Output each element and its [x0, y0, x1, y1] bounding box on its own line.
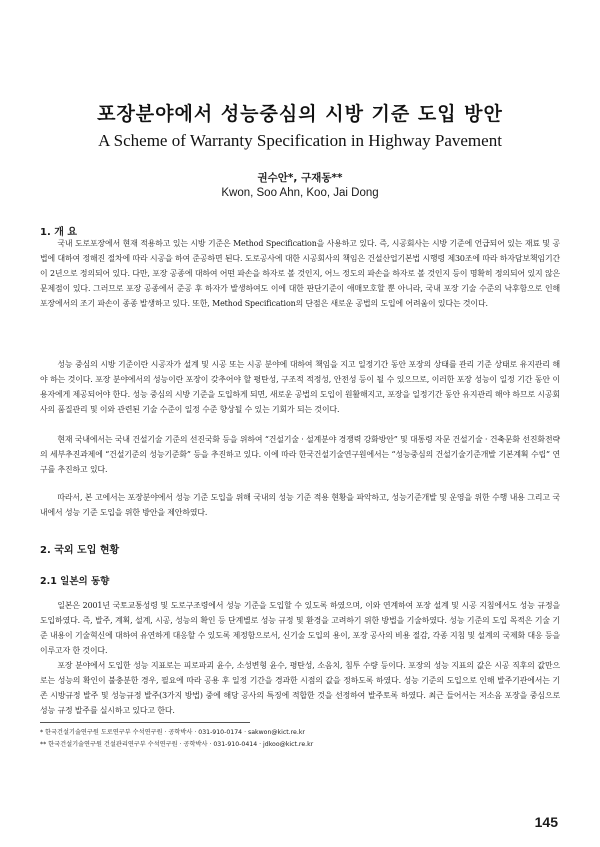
footnote-divider [40, 722, 250, 723]
title-english: A Scheme of Warranty Specification in Highway Pavement [98, 131, 502, 150]
footnote: * 한국건설기술연구원 도로연구부 수석연구원 · 공학박사 · 031-910-0174 · sakwon@kict.re.kr [40, 729, 305, 736]
page-number: 145 [534, 814, 558, 830]
paragraph: 일본은 2001년 국토교통성령 및 도로구조령에서 성능 기준을 도입할 수 있도록 하였으며, 이와 연계하여 포장 설계 및 시공 지침에서도 성능 규정을 도입하였다. 즉, 발주, 계획, 설계, 시공, 성능의 확인 등 단계별로 성능 규정 및 환경을 고려하기 위한 방법을 기술하였다. 성능 기준의 도입 목적은 기술 기준 내용이 기술혁신에 대하여 유연하게 대응할 수 있도록 제정함으로서, 신기술 도입의 용이, 포장 공사의 비용 절감, 각종 지침 및 설계의 국제화 대응 등을 이루고자 한 것이다. [40, 601, 560, 656]
paragraph: 포장 분야에서 도입한 성능 지표로는 피로파괴 윤수, 소성변형 윤수, 평탄성, 소음치, 침투 수량 등이다. 포장의 성능 지표의 값은 시공 직후의 값만으로는 성능의 확인이 불충분한 경우, 필요에 따라 공용 후 일정 기간을 경과한 시점의 값을 정하도록 하였다. 성능 기준의 도입으로 인해 발주기관에서는 기존 시방규정 발주 및 성능규정 발주(3가지 방법) 중에 해당 공사의 특징에 적합한 것을 선정하여 발주토록 하였다. 최근 들어서는 저소음 포장을 중심으로 성능 규정 발주를 실시하고 있다고 한다. [40, 661, 560, 716]
authors-korean: 권수안*, 구재동** [257, 172, 343, 184]
title-korean: 포장분야에서 성능중심의 시방 기준 도입 방안 [97, 103, 503, 125]
paragraph: 성능 중심의 시방 기준이란 시공자가 설계 및 시공 또는 시공 분야에 대하여 책임을 지고 일정기간 동안 포장의 상태를 관리 기준 상태로 유지관리 해야 하는 것이다. 포장 분야에서의 성능이란 포장이 갖추어야 할 평탄성, 구조적 적정성, 안전성 등이 될 수 있으므로, 이러한 포장 성능이 일정 기간 동안 이용자에게 제공되어야 한다. 성능 중심의 시방 기준을 도입하게 되면, 새로운 공법의 도입이 원활해지고, 포장을 일정기간 동안 유지관리 해야 하므로 시공회사의 품질관리 및 이와 관련된 기술 수준이 일정 수준 향상될 수 있는 기회가 되는 것이다. [40, 360, 560, 415]
authors-english: Kwon, Soo Ahn, Koo, Jai Dong [221, 187, 379, 199]
footnote: ** 한국건설기술연구원 건설관리연구부 수석연구원 · 공학박사 · 031-910-0414 · jdkoo@kict.re.kr [40, 741, 314, 748]
section-heading-overview: 1. 개 요 [40, 227, 78, 238]
sub-heading-japan: 2.1 일본의 동향 [40, 576, 110, 587]
paragraph: 현재 국내에서는 국내 건설기술 기준의 선진국화 등을 위하여 “건설기술 · 설계분야 경쟁력 강화방안” 및 대통령 자문 건설기술 · 건축문화 선진화전략의 세부추진과제에 “건설기준의 성능기준화” 등을 추진하고 있다. 이에 따라 한국건설기술연구원에서는 “성능중심의 건설기술기준개발 기본계획 수립” 연구를 추진하고 있다. [40, 435, 560, 475]
section-heading-overseas: 2. 국외 도입 현황 [40, 545, 120, 556]
paragraph: 따라서, 본 고에서는 포장분야에서 성능 기준 도입을 위해 국내의 성능 기준 적용 현황을 파악하고, 성능기준개발 및 운영을 위한 수행 내용 그리고 국내에서 성능 기준 도입을 위한 방안을 제안하였다. [40, 493, 560, 518]
paragraph: 국내 도로포장에서 현재 적용하고 있는 시방 기준은 Method Specification을 사용하고 있다. 즉, 시공회사는 시방 기준에 언급되어 있는 재료 및 공법에 대하여 정해진 절차에 따라 시공을 하여 준공하면 된다. 도로공사에 대한 시공회사의 책임은 건설산업기본법 시행령 제30조에 따라 하자담보책임기간이 2년으로 정의되어 있다. 다만, 포장 공종에 대하여 어떤 파손을 하자로 볼 것인지, 어느 정도의 파손을 하자로 볼 것인지 등이 명확히 정의되어 있지 않은 문제점이 있다. 그러므로 포장 공종에서 준공 후 하자가 발생하여도 이에 대한 판단기준이 애매모호할 뿐 아니라, 국내 포장 기술 수준의 낙후함으로 인해 포장에서의 조기 파손이 종종 발생하고 있다. 또한, Method Specification의 단점은 새로운 공법의 도입에 어려움이 있다는 것이다. [40, 239, 560, 309]
